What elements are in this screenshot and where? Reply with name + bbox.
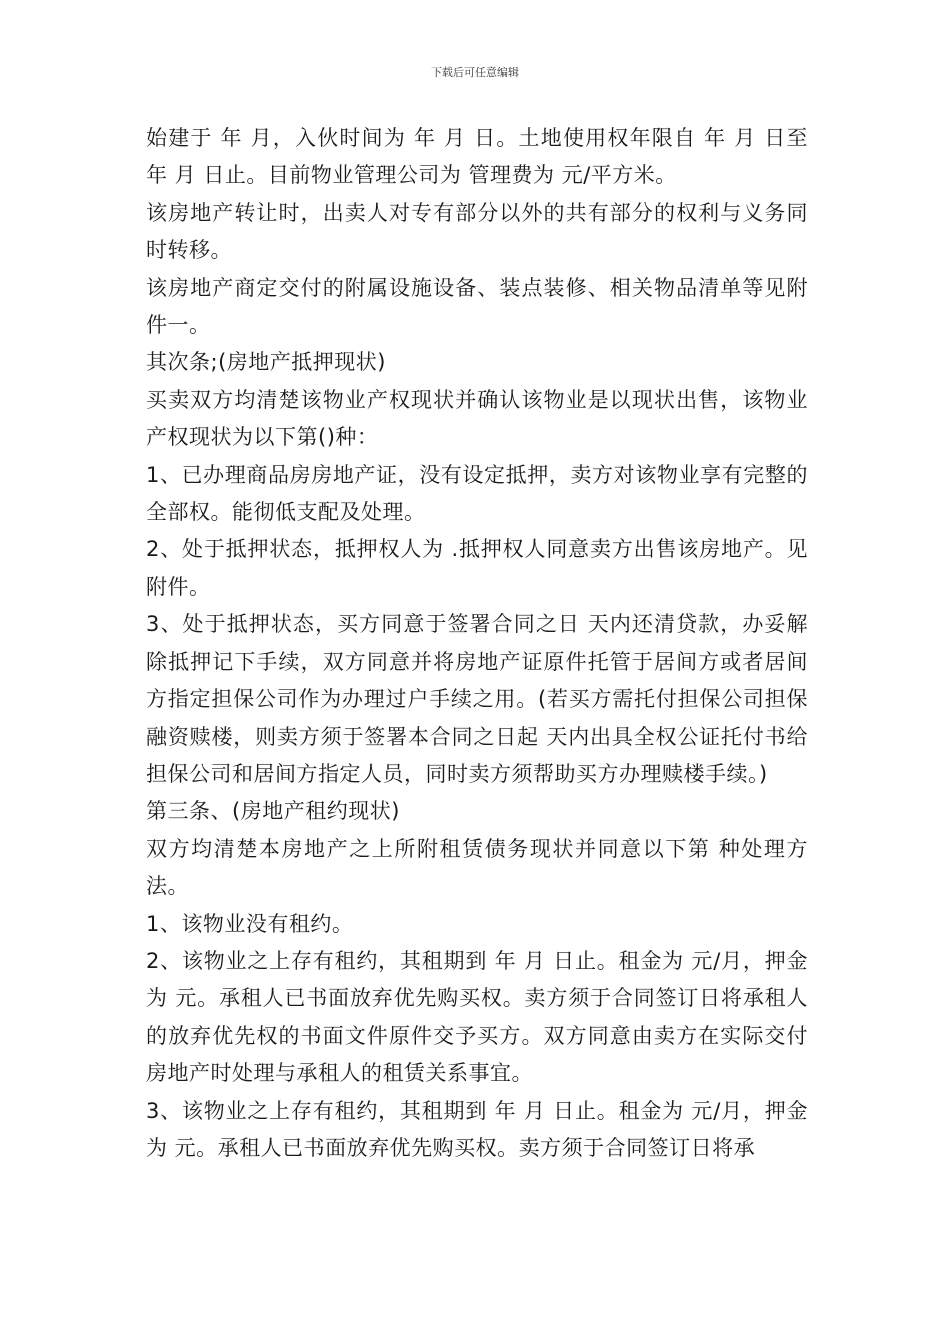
paragraph-common-rights: 该房地产转让时，出卖人对专有部分以外的共有部分的权利与义务同时转移。 <box>146 200 808 263</box>
list-item-option-2: 2、处于抵押状态，抵押权人为 .抵押权人同意卖方出售该房地产。见附件。 <box>146 537 808 599</box>
list-item-option-3: 3、处于抵押状态，买方同意于签署合同之日 天内还清贷款，办妥解除抵押记下手续，双方同意并将房地产证原件托管于居间方或者居间方指定担保公司作为办理过户手续之用。(若买方需托付担保公司担保融资赎楼，则卖方须于签署本合同之日起 天内出具全权公证托付书给担保公司和居间方指定人员，同时卖方须帮助买方办理赎楼手续。) <box>146 612 808 786</box>
paragraph-construction-dates: 始建于 年 月，入伙时间为 年 月 日。土地使用权年限自 年 月 日至 年 月 日止。目前物业管理公司为 管理费为 元/平方米。 <box>146 126 808 188</box>
article-two-heading: 其次条;(房地产抵押现状) <box>146 350 386 375</box>
page-header-note: 下载后可任意编辑 <box>431 66 519 79</box>
list-item-lease-2: 2、该物业之上存有租约，其租期到 年 月 日止。租金为 元/月，押金为 元。承租人已书面放弃优先购买权。卖方须于合同签订日将承租人的放弃优先权的书面文件原件交予买方。双方同意由卖方在实际交付房地产时处理与承租人的租赁关系事宜。 <box>146 948 808 1086</box>
list-item-lease-1: 1、该物业没有租约。 <box>146 911 354 936</box>
document-body <box>146 120 808 1167</box>
article-three-heading: 第三条、(房地产租约现状) <box>146 799 400 824</box>
list-item-lease-3: 3、该物业之上存有租约，其租期到 年 月 日止。租金为 元/月，押金为 元。承租人已书面放弃优先购买权。卖方须于合同签订日将承 <box>146 1098 808 1160</box>
paragraph-lease-status: 双方均清楚本房地产之上所附租赁债务现状并同意以下第 种处理方法。 <box>146 836 808 899</box>
paragraph-attachments: 该房地产商定交付的附属设施设备、装点装修、相关物品清单等见附件一。 <box>146 275 808 338</box>
list-item-option-1: 1、已办理商品房房地产证，没有设定抵押，卖方对该物业享有完整的全部权。能彻低支配及处理。 <box>146 462 808 525</box>
paragraph-property-status: 买卖双方均清楚该物业产权现状并确认该物业是以现状出售，该物业产权现状为以下第()种： <box>146 387 808 450</box>
